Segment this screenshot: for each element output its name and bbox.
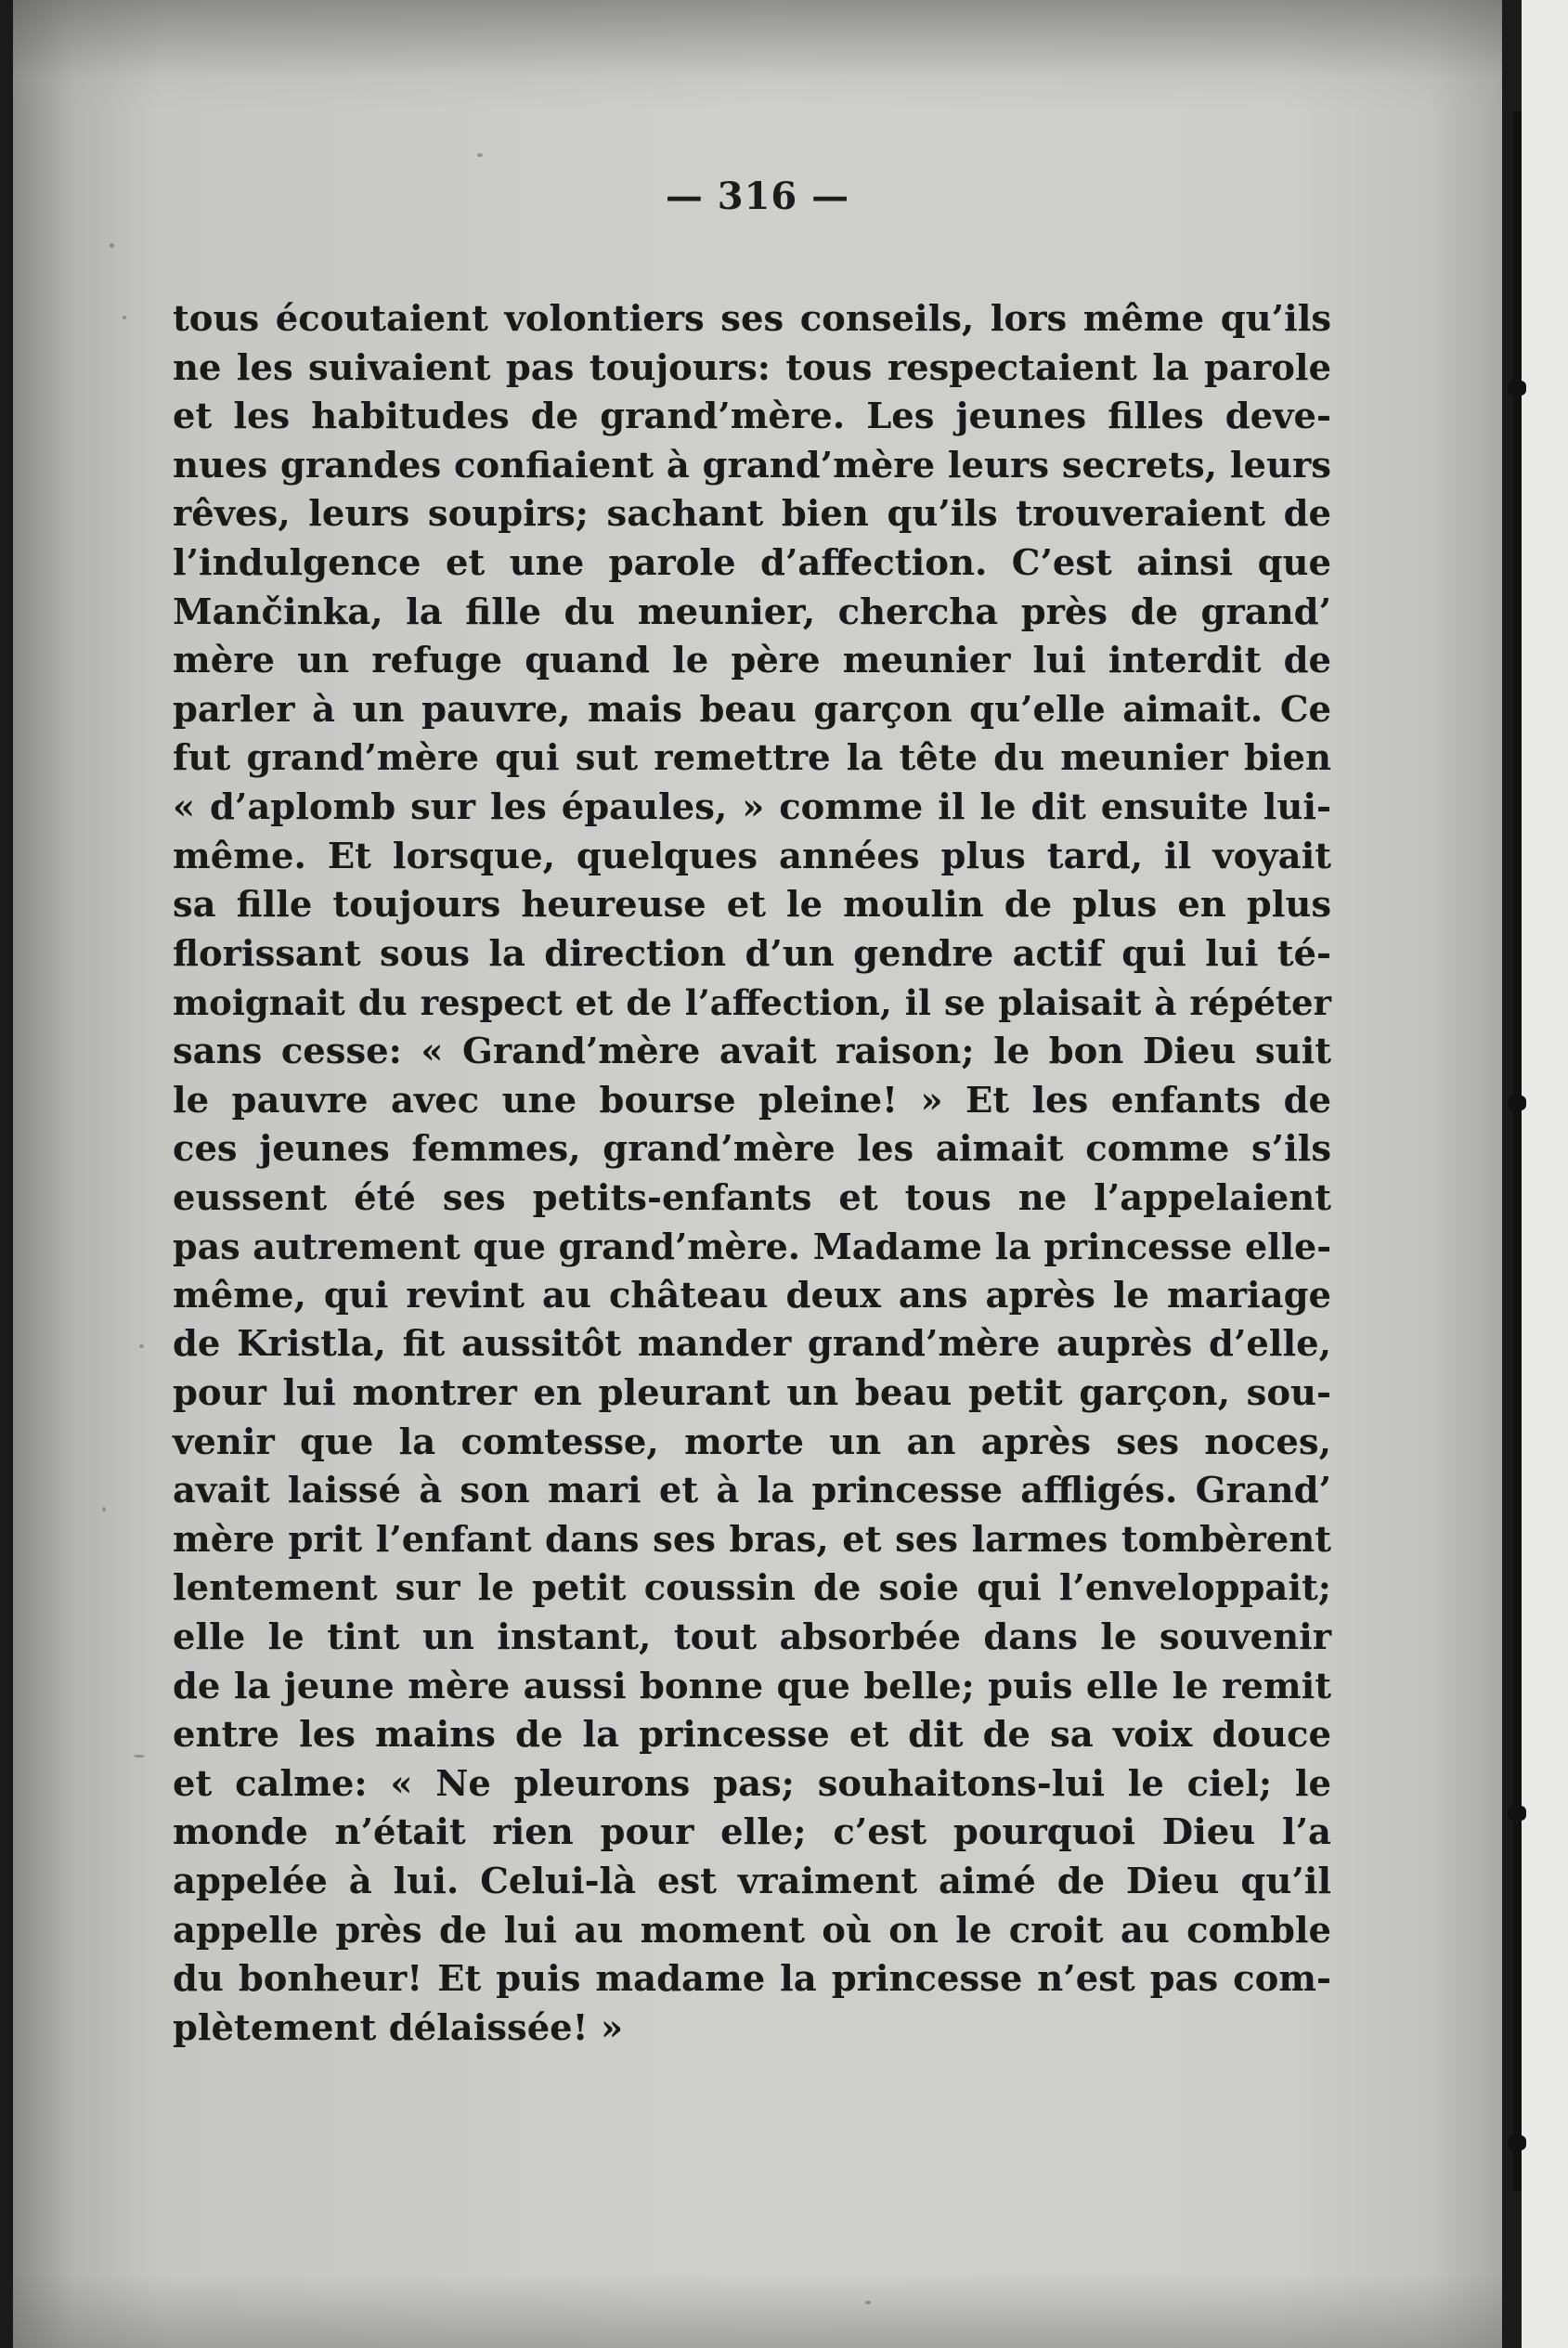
text-line: mère prit l’enfant dans ses bras, et ses larmes tombèrent [173,1518,1331,1561]
text-line: Mančinka, la fille du meunier, chercha près de grand’ [173,590,1331,633]
text-line: pas autrement que grand’mère. Madame la princesse elle- [173,1226,1331,1268]
paper-speck [865,2301,871,2304]
text-line: même. Et lorsque, quelques années plus tard, il voyait [173,835,1331,877]
text-line: sans cesse: « Grand’mère avait raison; le bon Dieu suit [173,1030,1331,1072]
text-line: tous écoutaient volontiers ses conseils, lors même qu’ils [173,298,1331,340]
text-line: le pauvre avec une bourse pleine! » Et les enfants de [173,1079,1331,1122]
text-line: et les habitudes de grand’mère. Les jeunes filles deve- [173,396,1331,438]
text-line: florissant sous la direction d’un gendre actif qui lui té- [173,932,1331,975]
text-line: l’indulgence et une parole d’affection. C’est ainsi que [173,541,1331,584]
text-line: mère un refuge quand le père meunier lui interdit de [173,640,1331,682]
border-notch [1508,1096,1526,1110]
paper-speck [134,1755,145,1758]
paper-speck [102,1507,106,1511]
text-line: du bonheur! Et puis madame la princesse n’est pas com- [173,1958,1331,2001]
border-notch [1508,1806,1526,1821]
text-line: fut grand’mère qui sut remettre la tête du meunier bien [173,737,1331,780]
text-line: appelée à lui. Celui-là est vraiment aimé de Dieu qu’il [173,1861,1331,1902]
text-line: ne les suivaient pas toujours: tous respectaient la parole [173,346,1331,389]
paper-speck [123,316,126,319]
page-number: — 316 — [665,175,850,218]
paper-speck [110,243,114,248]
text-line: nues grandes confiaient à grand’mère leurs secrets, leurs [173,444,1331,486]
paper-speck [477,153,483,157]
text-line: même, qui revint au château deux ans après le mariage [173,1274,1331,1317]
border-notch [1508,2135,1526,2150]
text-line: de la jeune mère aussi bonne que belle; puis elle le remit [173,1665,1331,1707]
text-line: « d’aplomb sur les épaules, » comme il le dit ensuite lui- [173,785,1331,828]
text-line: monde n’était rien pour elle; c’est pourquoi Dieu l’a [173,1811,1331,1854]
text-line: eussent été ses petits-enfants et tous ne l’appelaient [173,1176,1331,1219]
text-line: de Kristla, fit aussitôt mander grand’mère auprès d’elle, [173,1323,1331,1366]
text-line: pour lui montrer en pleurant un beau petit garçon, sou- [173,1372,1331,1415]
text-line: elle le tint un instant, tout absorbée dans le souvenir [173,1616,1331,1659]
text-line: moignait du respect et de l’affection, il se plaisait à répéter [173,982,1331,1024]
text-line: venir que la comtesse, morte un an après ses noces, [173,1420,1331,1463]
text-line: lentement sur le petit coussin de soie qui l’enveloppait; [173,1567,1331,1610]
text-line: appelle près de lui au moment où on le croit au comble [173,1909,1331,1952]
paper-speck [139,1344,144,1348]
text-line: plètement délaissée! » [173,2006,624,2049]
book-page [13,0,1502,2348]
text-line: et calme: « Ne pleurons pas; souhaitons-lui le ciel; le [173,1762,1331,1805]
text-line: entre les mains de la princesse et dit de sa voix douce [173,1714,1331,1757]
text-line: avait laissé à son mari et à la princesse affligés. Grand’ [173,1470,1331,1512]
scan-margin [1522,0,1568,2348]
body-text [173,295,1331,2053]
scan-border-line [1513,111,1522,2191]
text-line: rêves, leurs soupirs; sachant bien qu’ils trouveraient de [173,493,1331,536]
text-line: parler à un pauvre, mais beau garçon qu’elle aimait. Ce [173,688,1331,731]
text-line: ces jeunes femmes, grand’mère les aimait comme s’ils [173,1128,1331,1171]
border-notch [1508,381,1526,396]
text-line: sa fille toujours heureuse et le moulin de plus en plus [173,884,1331,927]
